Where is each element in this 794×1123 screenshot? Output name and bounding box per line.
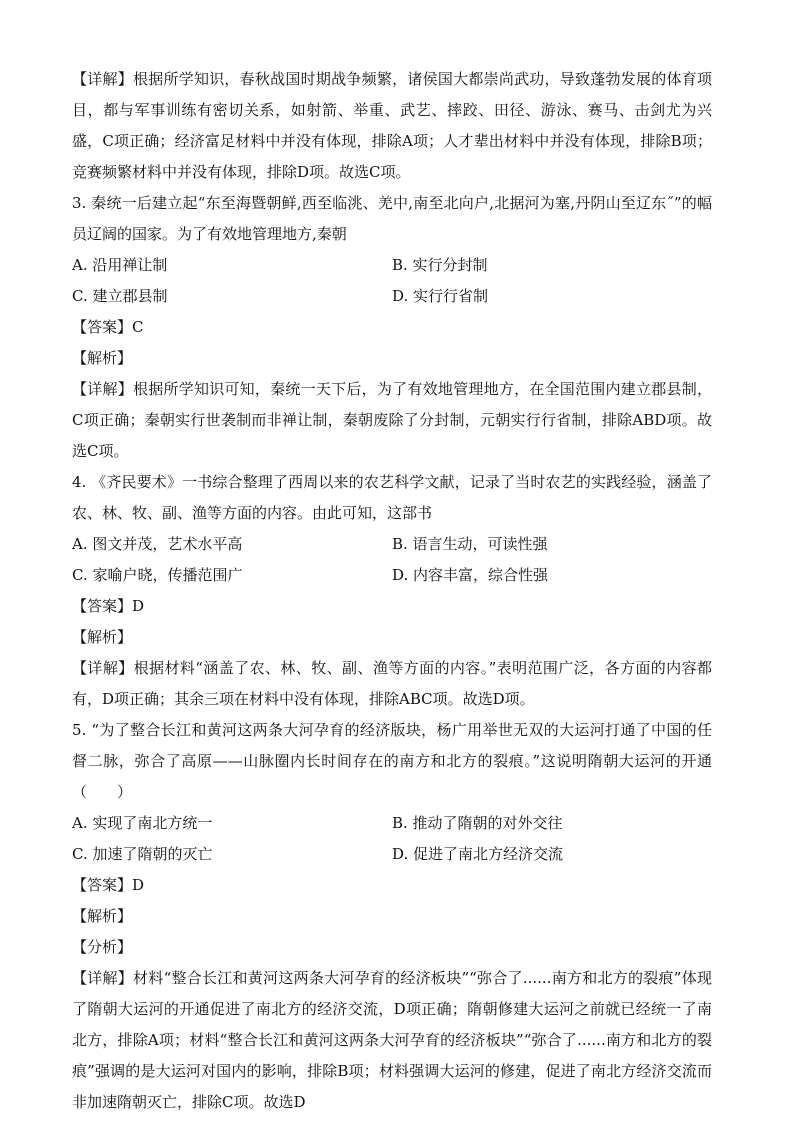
question-5-option-d: D. 促进了南北方经济交流 <box>392 845 564 863</box>
question-5-explanation: 【详解】材料“整合长江和黄河这两条大河孕育的经济板块”“弥合了......南方和北方的裂痕”体现了隋朝大运河的开通促进了南北方的经济交流，D项正确；隋朝修建大运河之前就已经统一了南北方，排除A项；材料“整合长江和黄河这两条大河孕育的经济板块”“弥合了......南方和北方的裂痕”强调的是大运河对国内的影响，排除B项；材料强调大运河的修建，促进了南北方经济交流而非加速隋朝灭亡，排除C项。故选D <box>72 969 712 1111</box>
question-5-answer: 【答案】D <box>72 876 145 894</box>
question-5-option-c: C. 加速了隋朝的灭亡 <box>72 845 213 863</box>
question-4-options-row-2 <box>72 560 712 591</box>
question-3-option-d: D. 实行行省制 <box>392 287 489 305</box>
question-4-option-d: D. 内容丰富，综合性强 <box>392 566 549 584</box>
question-4-analysis-heading: 【解析】 <box>72 628 133 646</box>
question-4-stem: 4. 《齐民要术》一书综合整理了西周以来的农艺科学文献，记录了当时农艺的实践经验，涵盖了农、林、牧、副、渔等方面的内容。由此可知，这部书 <box>72 473 712 522</box>
question-3-options-row-1 <box>72 250 712 281</box>
question-4-answer: 【答案】D <box>72 597 145 615</box>
question-4-option-b: B. 语言生动，可读性强 <box>392 535 548 553</box>
question-3-option-c: C. 建立郡县制 <box>72 287 168 305</box>
question-3-analysis-heading: 【解析】 <box>72 349 133 367</box>
prev-explanation: 【详解】根据所学知识，春秋战国时期战争频繁，诸侯国大都崇尚武功，导致蓬勃发展的体育项目，都与军事训练有密切关系，如射箭、举重、武艺、摔跤、田径、游泳、赛马、击剑尤为兴盛，C项正确；经济富足材料中并没有体现，排除A项；人才辈出材料中并没有体现，排除B项；竞赛频繁材料中并没有体现，排除D项。故选C项。 <box>72 70 712 181</box>
question-4-option-c: C. 家喻户晓，传播范围广 <box>72 566 243 584</box>
question-5-option-b: B. 推动了隋朝的对外交往 <box>392 814 563 832</box>
question-5-option-a: A. 实现了南北方统一 <box>72 814 213 832</box>
question-5-options-row-1 <box>72 808 712 839</box>
question-3-option-b: B. 实行分封制 <box>392 256 488 274</box>
question-4-option-a: A. 图文并茂，艺术水平高 <box>72 535 243 553</box>
question-5-fenxi-heading: 【分析】 <box>72 938 133 956</box>
question-3-stem: 3. 秦统一后建立起“东至海暨朝鲜,西至临洮、羌中,南至北向户,北据河为塞,丹阴山至辽东˝”的幅员辽阔的国家。为了有效地管理地方,秦朝 <box>72 194 712 243</box>
question-4-options-row-1 <box>72 529 712 560</box>
question-3-option-a: A. 沿用禅让制 <box>72 256 168 274</box>
question-5-stem: 5. “为了整合长江和黄河这两条大河孕育的经济版块，杨广用举世无双的大运河打通了中国的任督二脉，弥合了高原——山脉圈内长时间存在的南方和北方的裂痕。”这说明隋朝大运河的开通（ ） <box>72 721 712 801</box>
question-3-options-row-2 <box>72 281 712 312</box>
question-3-explanation: 【详解】根据所学知识可知，秦统一天下后，为了有效地管理地方，在全国范围内建立郡县制，C项正确；秦朝实行世袭制而非禅让制，秦朝废除了分封制，元朝实行行省制，排除ABD项。故选C项。 <box>72 380 712 460</box>
question-5-analysis-heading: 【解析】 <box>72 907 133 925</box>
question-3-answer: 【答案】C <box>72 318 144 336</box>
question-4-explanation: 【详解】根据材料“涵盖了农、林、牧、副、渔等方面的内容。”表明范围广泛，各方面的内容都有，D项正确；其余三项在材料中没有体现，排除ABC项。故选D项。 <box>72 659 712 708</box>
question-5-options-row-2 <box>72 839 712 870</box>
